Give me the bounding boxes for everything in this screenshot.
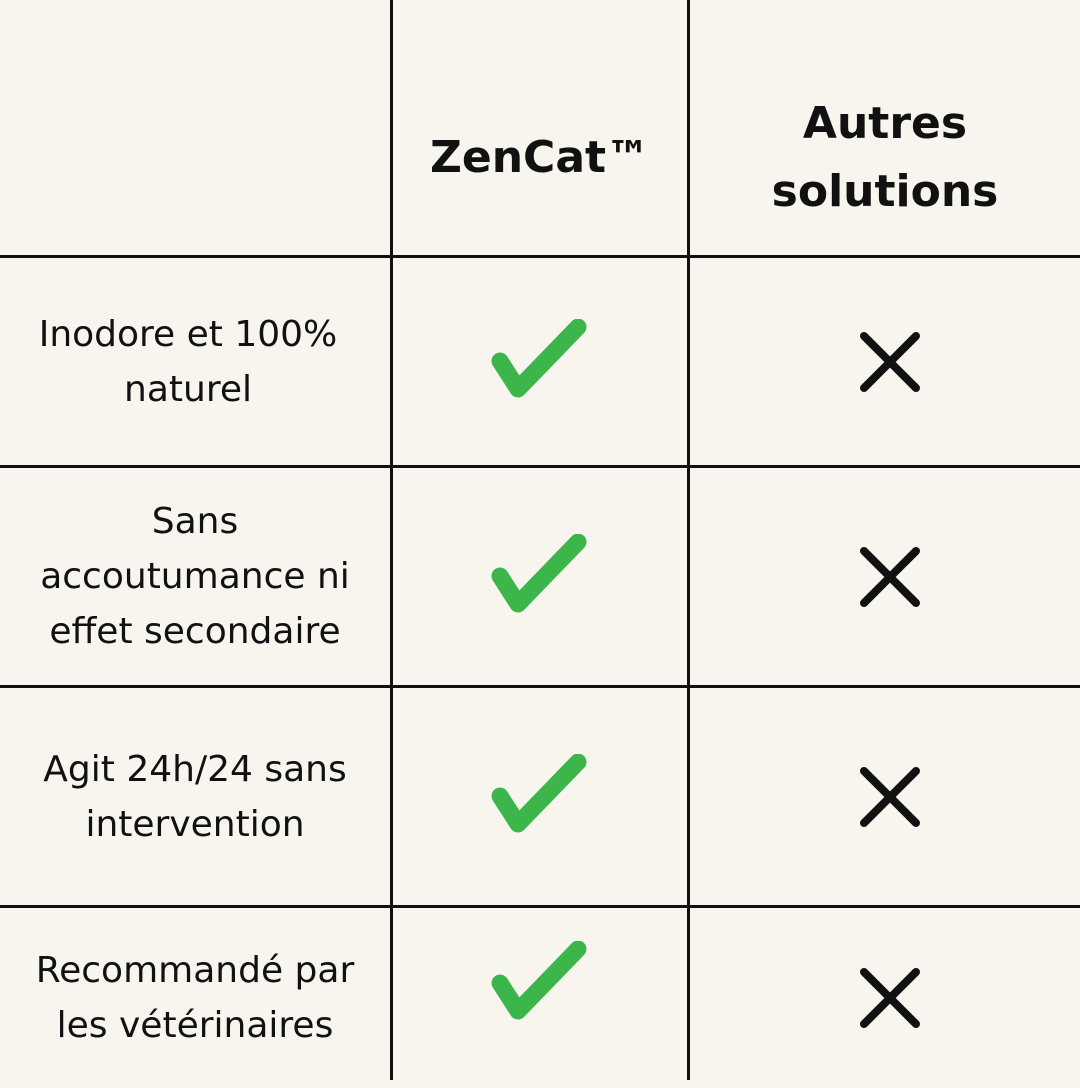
row-label-cell bbox=[0, 908, 390, 1088]
check-icon bbox=[490, 941, 590, 1026]
header-product-cell bbox=[393, 0, 687, 255]
row-label: Recommandé par les vétérinaires bbox=[35, 950, 355, 1046]
check-icon bbox=[490, 534, 590, 619]
row-label-cell bbox=[0, 688, 390, 905]
row-label-cell bbox=[0, 468, 390, 685]
check-icon bbox=[490, 754, 590, 839]
row-label-cell bbox=[0, 258, 376, 465]
product-check-cell bbox=[393, 908, 687, 1058]
cross-icon bbox=[858, 966, 922, 1030]
others-cross-cell bbox=[690, 688, 1080, 905]
header-others-label: Autres solutions bbox=[771, 97, 999, 217]
header-product-label: ZenCat™ bbox=[429, 131, 651, 183]
cross-icon bbox=[858, 330, 922, 394]
others-cross-cell bbox=[690, 908, 1080, 1088]
cross-icon bbox=[858, 765, 922, 829]
header-empty-cell bbox=[0, 0, 390, 255]
header-others-cell bbox=[715, 0, 1055, 255]
product-check-cell bbox=[393, 468, 687, 685]
product-check-cell bbox=[393, 688, 687, 905]
product-check-cell bbox=[393, 258, 687, 465]
check-icon bbox=[490, 319, 590, 404]
row-label: Agit 24h/24 sans intervention bbox=[43, 748, 347, 845]
cross-icon bbox=[858, 545, 922, 609]
row-label: Inodore et 100% naturel bbox=[38, 313, 338, 410]
others-cross-cell bbox=[690, 258, 1080, 465]
row-label: Sans accoutumance ni effet secondaire bbox=[40, 501, 350, 652]
others-cross-cell bbox=[690, 468, 1080, 685]
